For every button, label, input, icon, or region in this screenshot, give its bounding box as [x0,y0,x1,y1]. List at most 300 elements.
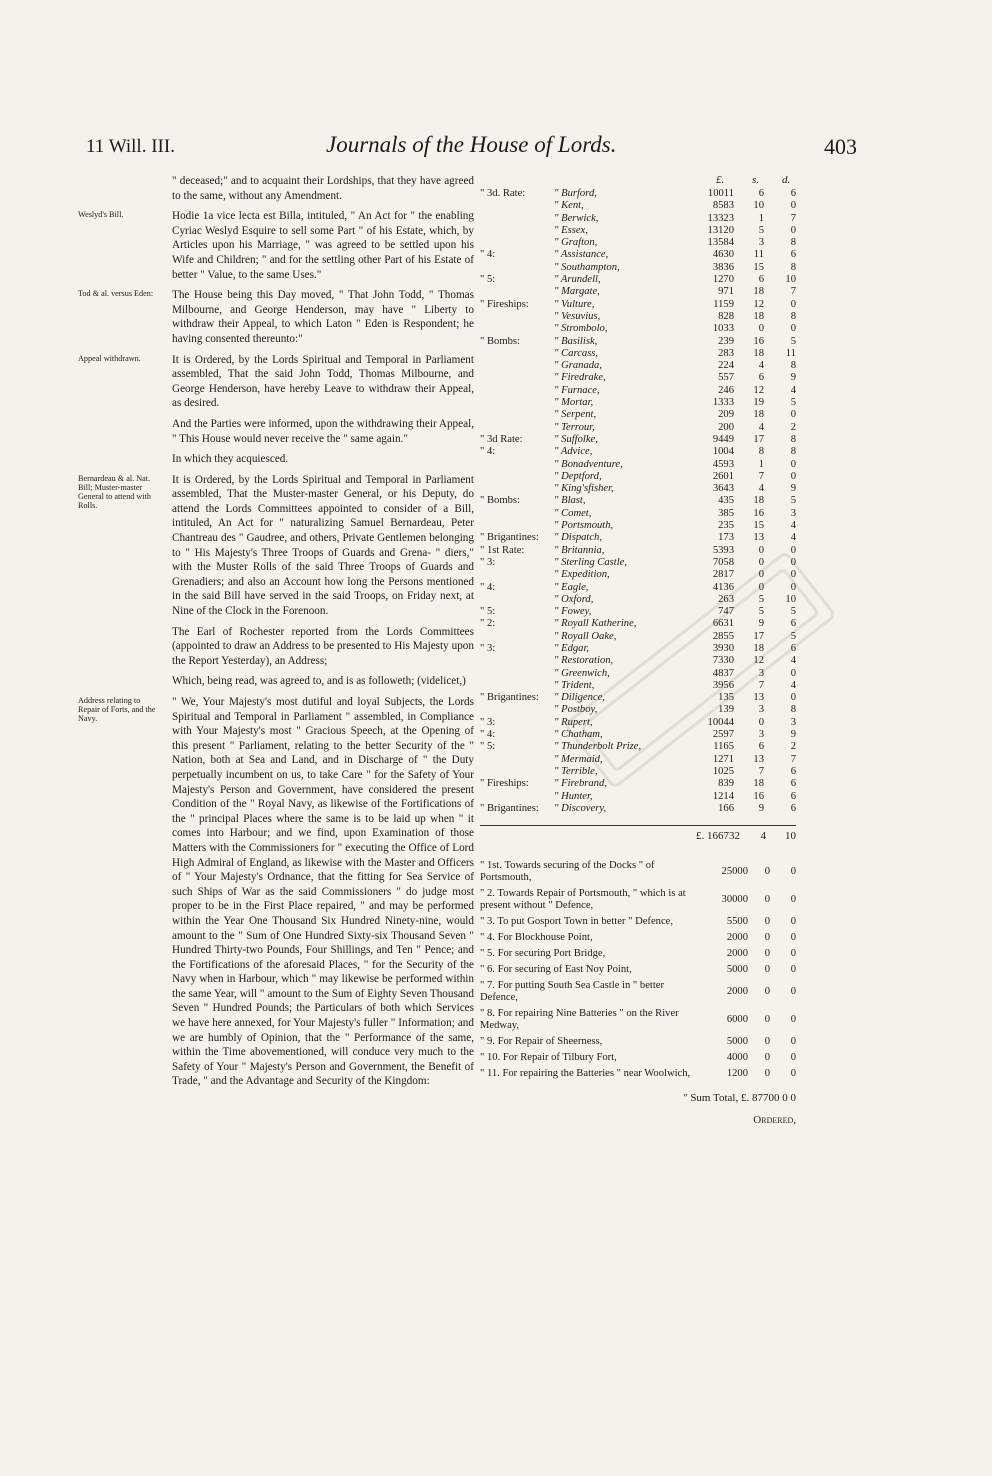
ship-pence: 5 [790,335,796,347]
ship-rate: " 5: [480,606,496,618]
ship-shillings: 3 [758,667,764,679]
fort-pounds: 5000 [726,964,748,976]
ship-shillings: 10 [753,200,764,212]
ship-pence: 5 [790,495,796,507]
ship-name: " Expedition, [554,569,610,581]
ship-pounds: 4837 [712,667,734,679]
ship-pounds: 4630 [712,249,734,261]
ship-pounds: 4593 [712,458,734,470]
ship-row [480,459,796,471]
ship-name: " Southampton, [554,261,620,273]
ship-row [480,409,796,421]
ship-shillings: 0 [758,323,764,335]
ship-rate [480,200,554,212]
ship-pence: 9 [790,729,796,741]
ship-name: " Chatham, [554,729,603,741]
ship-name: " Serpent, [554,409,597,421]
fort-shillings: 0 [764,964,770,976]
ship-name: " Portsmouth, [554,520,614,532]
paragraph [78,174,474,203]
ship-row [480,262,796,274]
ship-rate: " Brigantines: [480,532,539,544]
ships-total-pence: 10 [785,830,796,843]
ship-rate: " 4: [480,729,496,741]
ship-pence: 6 [790,249,796,261]
ship-shillings: 18 [753,409,764,421]
ship-name: " Basilisk, [554,335,598,347]
ship-pence: 0 [790,569,796,581]
ship-pounds: 246 [718,384,734,396]
ship-shillings: 6 [758,741,764,753]
ship-pounds: 283 [718,347,734,359]
fort-pence: 0 [790,866,796,878]
fort-description: " 2. Towards Repair of Portsmouth, " which is at present without " Defence, [480,888,686,912]
ship-rate: " 3: [480,642,496,654]
ship-shillings: 3 [758,729,764,741]
fort-shillings: 0 [764,932,770,944]
fort-description: " 9. For Repair of Sheerness, [480,1036,603,1048]
ship-pence: 7 [790,286,796,298]
fortification-row [480,930,796,946]
fortification-row [480,1050,796,1066]
ship-pounds: 13584 [707,237,734,249]
marginal-note: Weslyd's Bill. [78,210,124,220]
paragraph-text: It is Ordered, by the Lords Spiritual and Temporal in Parliament assembled, That the said John Todd, Thomas Milbourne, and George Henderson, have hereby Leave to withdraw their Appeal, as desired. [172,353,474,410]
ship-row [480,508,796,520]
ship-pounds: 2601 [712,470,734,482]
ship-pounds: 839 [718,778,734,790]
ship-name: " Comet, [554,507,592,519]
paragraph-text: " deceased;" and to acquaint their Lordships, that they have agreed to the same, without any Amendment. [172,175,474,202]
ship-name: " Bonadventure, [554,458,623,470]
ship-pence: 4 [790,655,796,667]
ship-name: " Suffolke, [554,433,598,445]
fort-description: " 6. For securing of East Noy Point, [480,964,632,976]
ship-row [480,446,796,458]
ship-name: " Vesuvius, [554,310,601,322]
ship-row [480,434,796,446]
ship-pence: 0 [790,470,796,482]
ship-name: " Blast, [554,495,586,507]
ship-pounds: 10011 [707,188,734,199]
ship-name: " Greenwich, [554,667,610,679]
fortification-row [480,1066,796,1082]
paragraph [78,288,474,346]
ship-name: " Terrour, [554,421,595,433]
ship-row [480,237,796,249]
ship-pounds: 385 [718,507,734,519]
ship-name: " Dispatch, [554,532,602,544]
ship-shillings: 17 [753,630,764,642]
ship-name: " Restoration, [554,655,614,667]
ship-shillings: 12 [753,655,764,667]
ship-shillings: 7 [758,765,764,777]
ship-pounds: 1333 [712,397,734,409]
journal-title: Journals of the House of Lords. [326,132,617,157]
fort-pence: 0 [790,1014,796,1026]
ship-rate [480,262,554,274]
ship-name: " Discovery, [554,802,607,814]
ship-shillings: 0 [758,581,764,593]
ship-pounds: 747 [718,606,734,618]
ship-shillings: 13 [753,532,764,544]
ship-row [480,385,796,397]
ship-pounds: 1165 [713,741,734,753]
ship-rate: " 4: [480,581,496,593]
fort-pence: 0 [790,1068,796,1080]
ship-pounds: 971 [718,286,734,298]
ship-shillings: 13 [753,692,764,704]
ship-pence: 8 [790,446,796,458]
ship-shillings: 4 [758,360,764,372]
ship-shillings: 0 [758,544,764,556]
ship-row [480,188,796,200]
reign-label: 11 Will. III. [86,136,175,157]
ship-name: " Kent, [554,200,584,212]
ship-pence: 0 [790,544,796,556]
ship-shillings: 13 [753,753,764,765]
fort-pounds: 4000 [726,1052,748,1064]
fort-pence: 0 [790,1036,796,1048]
fortification-row [480,1034,796,1050]
ship-rate: " 4: [480,446,496,458]
ship-name: " Burford, [554,188,597,199]
fort-pounds: 30000 [721,894,748,906]
paragraph [78,209,474,282]
marginal-note: Bernardeau & al. Nat. Bill; Muster-master General to attend with Rolls. [78,473,151,511]
ship-pence: 4 [790,532,796,544]
ship-name: " Arundell, [554,274,601,286]
fort-shillings: 0 [764,1036,770,1048]
ship-shillings: 16 [753,507,764,519]
fortification-row [480,886,796,914]
ship-rate [480,409,554,421]
ship-row [480,495,796,507]
ship-name: " Mermaid, [554,753,603,765]
fort-shillings: 0 [764,866,770,878]
ship-rate [480,483,554,495]
ship-rate [480,360,554,372]
ships-total-shillings: 4 [760,830,766,843]
paragraph-text: It is Ordered, by the Lords Spiritual and Temporal in Parliament assembled, That the Muster-master General, or his Deputy, do attend the Lords Committees appointed to consider of a Bill, intituled, An Act for " naturalizing Samuel Bernardeau, Peter Chantreau des " Gaudree, and others, Private Gentlemen belonging to " His Majesty's Three Troops of Guards and Grena- " diers," with the Muster Rolls of the said Three Troops of Guards and Grenadiers; and also an Account how long the Persons mentioned in the said Bill have served in the said Troops, on Friday next, at Nine of the Clock in the Forenoon. [172,473,474,618]
fort-pounds: 25000 [721,866,748,878]
fort-pounds: 6000 [726,1014,748,1026]
shillings-header: s. [752,174,760,186]
ship-shillings: 0 [758,569,764,581]
ship-pounds: 7330 [712,655,734,667]
ship-row [480,422,796,434]
ship-pounds: 239 [718,335,734,347]
paragraph-text: In which they acquiesced. [172,453,289,466]
fort-description: " 1st. Towards securing of the Docks " of Portsmouth, [480,860,655,884]
ship-name: " Oxford, [554,593,594,605]
ship-row [480,372,796,384]
ship-pence: 10 [785,593,796,605]
ship-pence: 9 [790,483,796,495]
ship-pounds: 235 [718,520,734,532]
ship-pence: 4 [790,520,796,532]
ship-shillings: 18 [753,642,764,654]
ship-row [480,471,796,483]
left-column-text [78,174,474,1095]
ship-rate [480,471,554,483]
ship-pounds: 1270 [712,274,734,286]
fortifications-table [480,858,796,1082]
ship-pence: 0 [790,200,796,212]
fort-shillings: 0 [764,948,770,960]
ship-shillings: 6 [758,274,764,286]
ship-shillings: 5 [758,224,764,236]
paragraph [78,695,474,1089]
fort-description: " 7. For putting South Sea Castle in " better Defence, [480,980,665,1004]
ship-pounds: 173 [718,532,734,544]
ship-shillings: 12 [753,384,764,396]
ship-name: " Diligence, [554,692,605,704]
ship-name: " Terrible, [554,765,598,777]
fortification-row [480,914,796,930]
ship-shillings: 17 [753,433,764,445]
ship-shillings: 6 [758,372,764,384]
ship-pounds: 828 [718,310,734,322]
ship-name: " Fowey, [554,606,592,618]
catchword: Ordered, [753,1114,796,1127]
ship-name: " Deptford, [554,470,602,482]
ship-name: " Grafton, [554,237,598,249]
ship-row [480,225,796,237]
paragraph-text: Which, being read, was agreed to, and is as followeth; (videlicet,) [172,675,466,688]
ship-shillings: 6 [758,188,764,199]
paragraph [78,674,474,689]
ship-shillings: 0 [758,716,764,728]
running-header [0,132,992,162]
ship-row [480,299,796,311]
ship-name: " Essex, [554,224,588,236]
ship-pence: 8 [790,310,796,322]
fort-description: " 5. For securing Port Bridge, [480,948,606,960]
ship-name: " Postboy, [554,704,598,716]
ship-pounds: 4136 [712,581,734,593]
ship-pence: 6 [790,642,796,654]
ship-pence: 6 [790,188,796,199]
ship-pounds: 2817 [712,569,734,581]
fort-description: " 10. For Repair of Tilbury Fort, [480,1052,617,1064]
ship-rate [480,459,554,471]
ship-rate: " 5: [480,741,496,753]
ship-name: " Thunderbolt Prize, [554,741,642,753]
ship-name: " Eagle, [554,581,589,593]
ship-shillings: 15 [753,261,764,273]
ship-name: " Furnace, [554,384,600,396]
ship-rate: " Brigantines: [480,802,539,814]
ship-rate [480,385,554,397]
ship-rate: " Bombs: [480,495,520,507]
ship-row [480,249,796,261]
fort-pence: 0 [790,916,796,928]
ship-shillings: 0 [758,556,764,568]
ship-pence: 3 [790,507,796,519]
ship-shillings: 12 [753,298,764,310]
ship-shillings: 1 [758,212,764,224]
fort-description: " 4. For Blockhouse Point, [480,932,593,944]
fortification-row [480,1006,796,1034]
fort-pounds: 2000 [726,948,748,960]
ship-pence: 5 [790,606,796,618]
ship-pounds: 209 [718,409,734,421]
ship-rate [480,372,554,384]
fortification-row [480,858,796,886]
ship-pounds: 135 [718,692,734,704]
ship-pounds: 7058 [712,556,734,568]
marginal-note: Tod & al. versus Eden: [78,289,154,299]
ship-pounds: 1271 [712,753,734,765]
ship-row [480,323,796,335]
fortification-row [480,978,796,1006]
ship-pounds: 3836 [712,261,734,273]
ship-pence: 0 [790,581,796,593]
ship-rate: " 3d. Rate: [480,188,526,199]
ship-row [480,483,796,495]
paragraph [78,473,474,619]
ship-pounds: 3643 [712,483,734,495]
ship-shillings: 1 [758,458,764,470]
paragraph-text: The House being this Day moved, " That John Todd, " Thomas Milbourne, and George Henderson, may have " Liberty to withdraw their Appeal, to which Laton " Eden is Respondent; he having consented thereunto:" [172,289,474,345]
ship-rate [480,508,554,520]
ship-pence: 0 [790,224,796,236]
paragraph-text: The Earl of Rochester reported from the Lords Committees (appointed to draw an Address to be presented to His Majesty upon the Report Yesterday), an Address; [172,625,474,667]
fort-shillings: 0 [764,1052,770,1064]
ship-pounds: 8583 [712,200,734,212]
fort-shillings: 0 [764,1014,770,1026]
ship-pounds: 200 [718,421,734,433]
ship-rate: " 4: [480,249,496,261]
ships-total [480,825,796,842]
ship-pounds: 3930 [712,642,734,654]
ship-pounds: 263 [718,593,734,605]
ship-name: " Royall Katherine, [554,618,637,630]
ship-rate: " 3: [480,556,496,568]
ship-shillings: 18 [753,286,764,298]
ship-pence: 2 [790,421,796,433]
ship-pounds: 3956 [712,679,734,691]
paragraph [78,417,474,446]
ship-pounds: 13120 [707,224,734,236]
ships-total-pounds: £. 166732 [696,830,740,843]
ship-shillings: 5 [758,593,764,605]
ship-rate [480,237,554,249]
ship-row [480,360,796,372]
fort-pence: 0 [790,1052,796,1064]
ship-rate [480,422,554,434]
ship-pence: 9 [790,372,796,384]
ship-pence: 5 [790,397,796,409]
ship-rate: " Fireships: [480,298,529,310]
ship-rate [480,225,554,237]
ship-pence: 0 [790,298,796,310]
ship-name: " Royall Oake, [554,630,617,642]
ship-name: " Margate, [554,286,600,298]
fort-pounds: 2000 [726,932,748,944]
ship-row [480,286,796,298]
ship-name: " Hunter, [554,790,593,802]
ship-pounds: 1033 [712,323,734,335]
ship-rate: " Fireships: [480,778,529,790]
pence-header: d. [782,174,791,186]
ship-name: " Vulture, [554,298,595,310]
ship-shillings: 4 [758,483,764,495]
paragraph-text: And the Parties were informed, upon the withdrawing their Appeal, " This House would never receive the " same again." [172,417,474,445]
ship-name: " Firebrand, [554,778,607,790]
ship-pounds: 435 [718,495,734,507]
fort-shillings: 0 [764,986,770,998]
ship-pounds: 1214 [712,790,734,802]
fort-description: " 8. For repairing Nine Batteries " on the River Medway, [480,1008,679,1032]
pounds-header: £. [716,174,725,186]
ship-pence: 0 [790,692,796,704]
fort-description: " 11. For repairing the Batteries " near Woolwich, [480,1068,691,1080]
paragraph [78,353,474,411]
ship-rate [480,311,554,323]
fort-pence: 0 [790,948,796,960]
fort-shillings: 0 [764,916,770,928]
ship-pence: 0 [790,667,796,679]
ship-shillings: 7 [758,679,764,691]
ship-rate: " Brigantines: [480,692,539,704]
ship-pence: 6 [790,778,796,790]
ship-pence: 8 [790,237,796,249]
ship-pence: 8 [790,433,796,445]
ship-pence: 11 [785,347,796,359]
fort-pence: 0 [790,986,796,998]
fort-shillings: 0 [764,1068,770,1080]
ship-row [480,336,796,348]
ship-pounds: 224 [718,360,734,372]
ship-pence: 0 [790,409,796,421]
ship-name: " Britannia, [554,544,605,556]
ship-name: " Firedrake, [554,372,606,384]
fort-pence: 0 [790,964,796,976]
ship-pence: 2 [790,741,796,753]
ship-pounds: 1025 [712,765,734,777]
ship-shillings: 16 [753,790,764,802]
fortification-row [480,946,796,962]
ship-rate: " 2: [480,618,496,630]
ship-pence: 8 [790,261,796,273]
ship-rate [480,286,554,298]
ship-shillings: 18 [753,778,764,790]
ship-rate: " 3d Rate: [480,433,523,445]
ship-name: " Granada, [554,360,603,372]
ship-row [480,213,796,225]
ship-shillings: 7 [758,470,764,482]
ship-pence: 7 [790,212,796,224]
fort-pounds: 2000 [726,986,748,998]
ship-shillings: 16 [753,335,764,347]
fort-pounds: 5000 [726,1036,748,1048]
ship-rate: " 1st Rate: [480,544,525,556]
fortification-row [480,962,796,978]
ship-pence: 4 [790,384,796,396]
ship-row [480,311,796,323]
ship-name: " Sterling Castle, [554,556,628,568]
ship-pence: 6 [790,790,796,802]
paragraph-text: " We, Your Majesty's most dutiful and loyal Subjects, the Lords Spiritual and Temporal in Parliament " assembled, in Compliance with Your Majesty's most " Gracious Speech, at the Opening of this present " Parliament, relating to the better Security of the " Nation, both at Sea and Land, and in Discharge of " the Duty perpetually incumbent on us, to take Care " for the Safety of Your Majesty's Person and Government, have considered the present Condition of the " Royal Navy, as likewise of the Fortifications of the " principal Places where the same is to be laid up when " it comes into Harbour; and we find, upon Examination of those Matters with the Commissioners for " executing the Office of Lord High Admiral of England, as likewise with the Master and Officers of " Your Majesty's Ordnance, that the fitting for Sea Service of such Ships of War as the said Commissioners " do judge most proper to be in the First Place repaired, " and may be performed within the Year One Thousand Six Hundred Ninety-nine, would amount to the " Sum of One Hundred Sixty-six Thousand Seven " Hundred Thirty-two Pounds, Four Shillings, and Ten " Pence; and the Fortifications of the aforesaid Places, " for the Security of the Navy when in Harbour, which " may likewise be performed within the same Year, will " amount to the Sum of Eighty Seven Thousand Seven " Hundred Pounds; the Particulars of both which Services we have here annexed, for Your Majesty's fuller " Information; and we are humbly of Opinion, that the " Performance of the same, within the Time abovementioned, will conduce very much to the Safety of Your " Majesty's Person and Government, the Benefit of Trade, " and the Advantage and Security of the Kingdom: [172,696,474,1088]
currency-header [480,174,796,188]
ship-row [480,200,796,212]
ship-pounds: 139 [718,704,734,716]
ship-row [480,348,796,360]
ship-pence: 5 [790,630,796,642]
ship-pounds: 2597 [712,729,734,741]
